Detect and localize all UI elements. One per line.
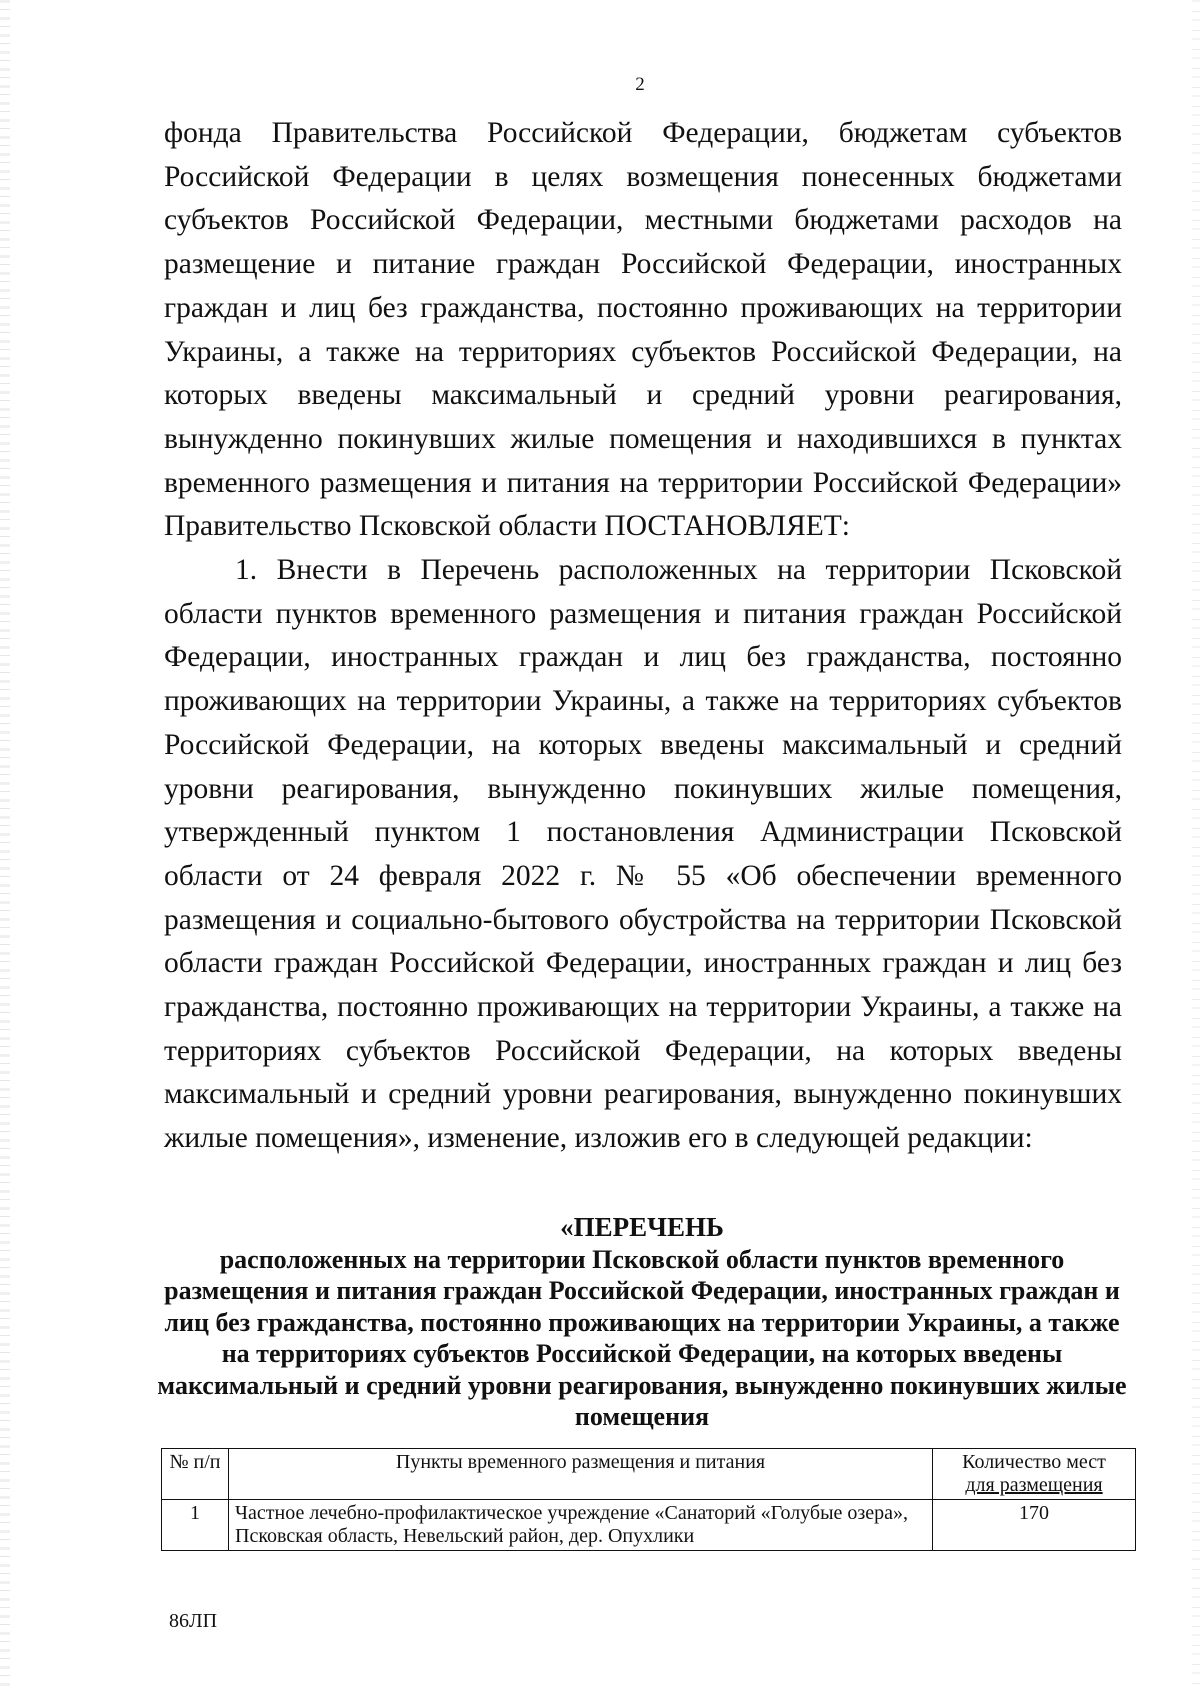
scan-edge-right: [1192, 0, 1200, 1686]
places-table: [161, 1448, 1136, 1551]
table-header-row: [162, 1449, 1136, 1500]
page-number: 2: [635, 74, 645, 95]
header-count-line-2: для размещения: [965, 1474, 1103, 1496]
perechen-heading: «ПЕРЕЧЕНЬ: [560, 1212, 724, 1242]
scan-edge-left: [0, 0, 10, 1686]
paragraph-preamble-continuation: фонда Правительства Российской Федерации, бюджетам субъектов Российской Федерации в целях возмещения понесенных бюджетами субъектов Российской Федерации, местными бюджетами расходов на размещение и питание граждан Российской Федерации, иностранных граждан и лиц без гражданства, постоянно проживающих на территории Украины, а также на территориях субъектов Российской Федерации, на которых введены максимальный и средний уровни реагирования, вынужденно покинувших жилые помещения и находившихся в пунктах временного размещения и питания на территории Российской Федерации» Правительство Псковской области ПОСТАНОВЛЯЕТ:: [164, 117, 1122, 543]
paragraph-item-1: 1. Внести в Перечень расположенных на территории Псковской области пунктов временного размещения и питания граждан Российской Федерации, иностранных граждан и лиц без гражданства, постоянно проживающих на территории Украины, а также на территориях субъектов Российской Федерации, на которых введены максимальный и средний уровни реагирования, вынужденно покинувших жилые помещения, утвержденный пунктом 1 постановления Администрации Псковской области от 24 февраля 2022 г. № 55 «Об обеспечении временного размещения и социально-бытового обустройства на территории Псковской области граждан Российской Федерации, иностранных граждан и лиц без гражданства, постоянно проживающих на территории Украины, а также на территориях субъектов Российской Федерации, на которых введены максимальный и средний уровни реагирования, вынужденно покинувших жилые помещения», изменение, изложив его в следующей редакции:: [164, 554, 1122, 1155]
document-body: [164, 112, 1122, 1161]
table-row: [162, 1500, 1136, 1551]
header-count: [933, 1449, 1136, 1500]
perechen-subtitle: расположенных на территории Псковской области пунктов временного размещения и питания граждан Российской Федерации, иностранных граждан и лиц без гражданства, постоянно проживающих на территории Украины, а также на территориях субъектов Российской Федерации, на которых введены максимальный и средний уровни реагирования, вынужденно покинувших жилые помещения: [157, 1244, 1127, 1431]
header-count-line-1: Количество мест: [962, 1451, 1106, 1473]
row-count: 170: [933, 1500, 1136, 1551]
row-number: 1: [162, 1500, 229, 1551]
document-code: 86ЛП: [169, 1610, 218, 1632]
header-place: Пункты временного размещения и питания: [229, 1449, 933, 1500]
row-place: Частное лечебно-профилактическое учреждение «Санаторий «Голубые озера», Псковская область, Невельский район, дер. Опухлики: [229, 1500, 933, 1551]
perechen-title: [150, 1212, 1134, 1433]
header-number: № п/п: [162, 1449, 229, 1500]
